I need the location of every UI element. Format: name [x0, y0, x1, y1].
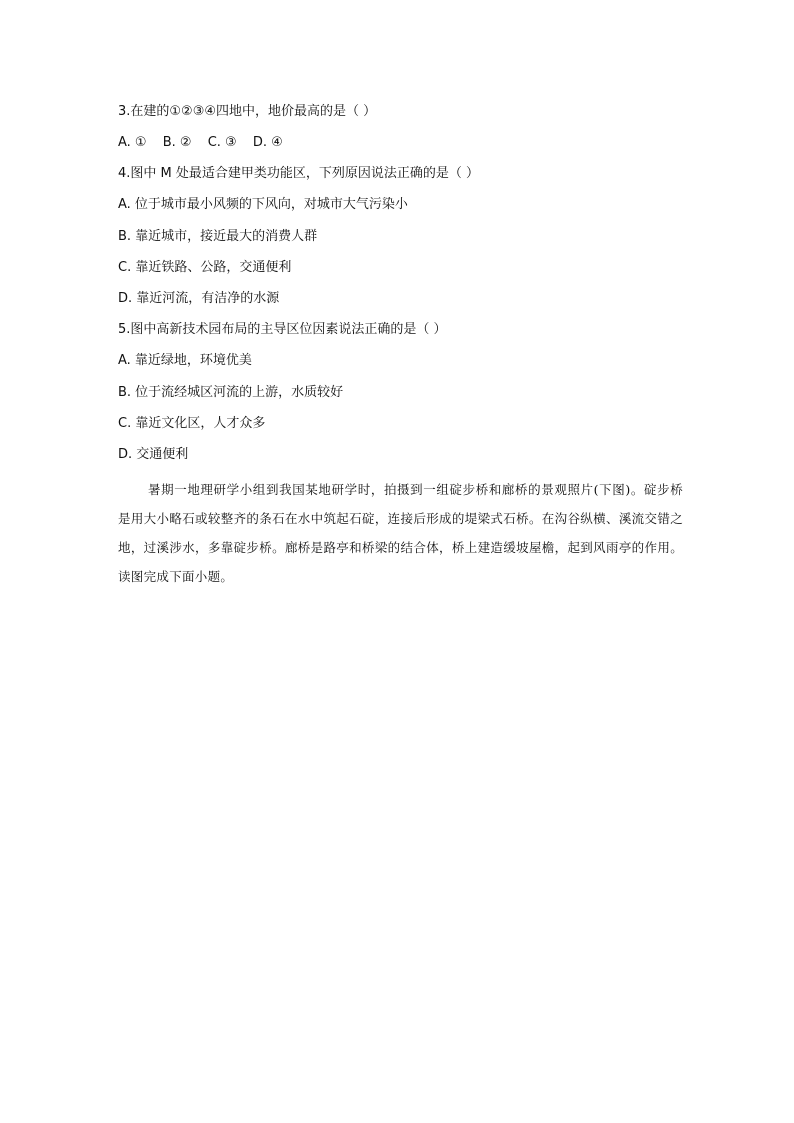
question-3-option-c: C. ③	[207, 135, 237, 150]
question-4-option-d: D. 靠近河流，有洁净的水源	[118, 291, 280, 306]
question-3-stem: 3.在建的①②③④四地中，地价最高的是（ ）	[118, 104, 377, 119]
question-5-option-b: B. 位于流经城区河流的上游，水质较好	[118, 385, 344, 400]
reading-passage: 暑期一地理研学小组到我国某地研学时，拍摄到一组碇步桥和廊桥的景观照片(下图)。碇步桥是用大小略石或较整齐的条石在水中筑起石碇，连接后形成的堤梁式石桥。在沟谷纵横、溪流交错之地，过溪涉水，多靠碇步桥。廊桥是路亭和桥梁的结合体，桥上建造缓坡屋檐，起到风雨亭的作用。读图完成下面小题。	[118, 482, 683, 584]
question-5-option-c: C. 靠近文化区，人才众多	[118, 416, 266, 431]
question-3-option-d: D. ④	[252, 135, 283, 150]
question-5-stem: 5.图中高新技术园布局的主导区位因素说法正确的是（ ）	[118, 322, 447, 337]
question-3-option-a: A. ①	[118, 135, 147, 150]
question-4-option-c: C. 靠近铁路、公路，交通便利	[118, 260, 292, 275]
question-4-stem: 4.图中 M 处最适合建甲类功能区，下列原因说法正确的是（ ）	[118, 166, 480, 181]
question-4-option-b: B. 靠近城市，接近最大的消费人群	[118, 229, 318, 244]
question-5-option-d: D. 交通便利	[118, 447, 189, 462]
question-3-option-b: B. ②	[162, 135, 192, 150]
question-3-options	[118, 134, 295, 152]
question-5-option-a: A. 靠近绿地，环境优美	[118, 353, 252, 368]
question-4-option-a: A. 位于城市最小风频的下风向，对城市大气污染小	[118, 197, 408, 212]
